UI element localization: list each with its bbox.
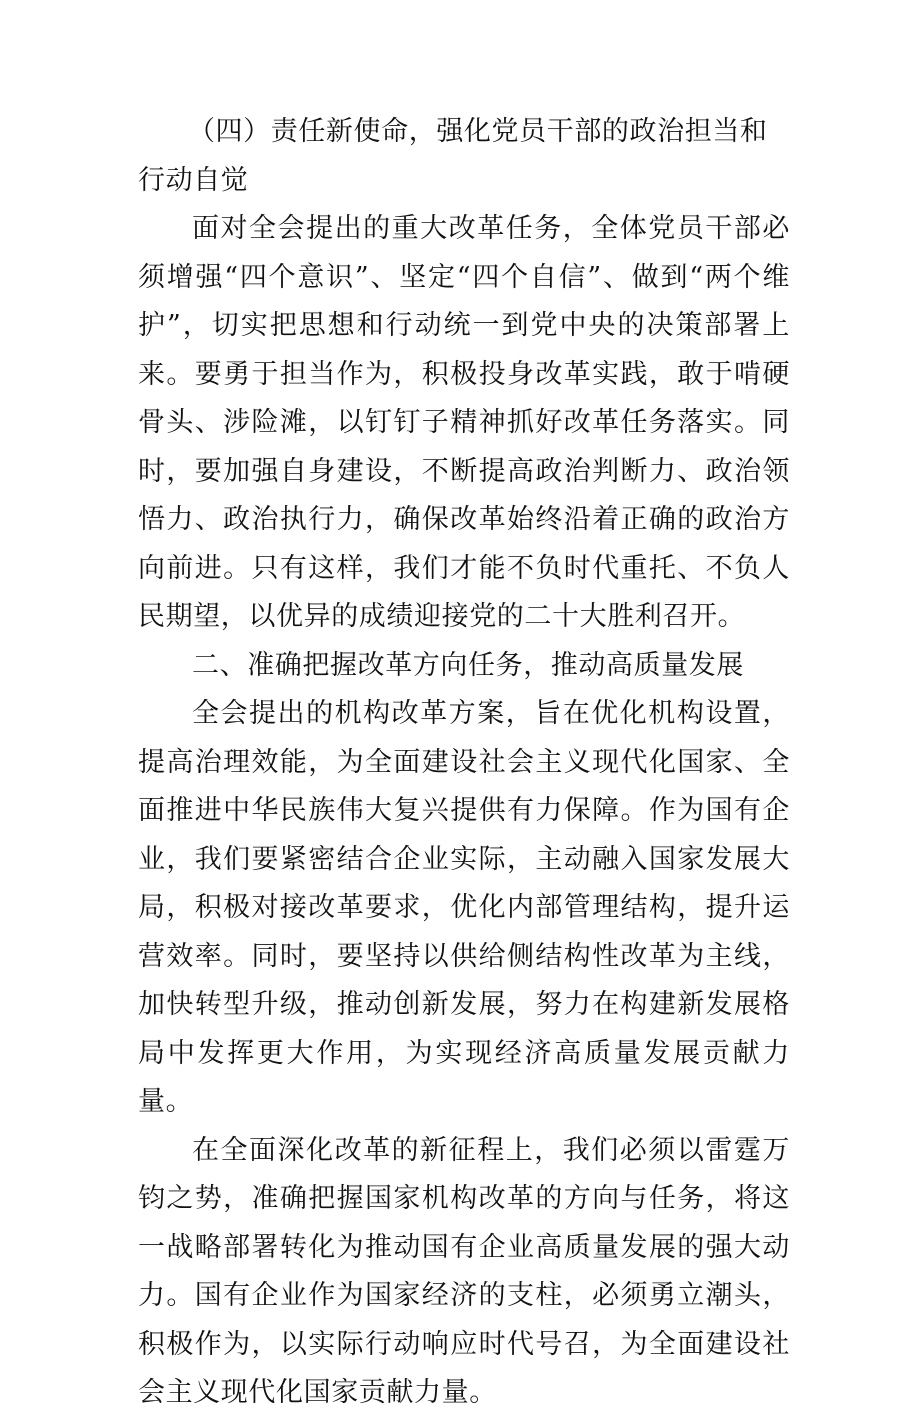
paragraph-1: 面对全会提出的重大改革任务，全体党员干部必须增强“四个意识”、坚定“四个自信”、做到“两个维护”，切实把思想和行动统一到党中央的决策部署上来。要勇于担当作为，积极投身改革实践，敢于啃硬骨头、涉险滩，以钉钉子精神抓好改革任务落实。同时，要加强自身建设，不断提高政治判断力、政治领悟力、政治执行力，确保改革始终沿着正确的政治方向前进。只有这样，我们才能不负时代重托、不负人民期望，以优异的成绩迎接党的二十大胜利召开。 bbox=[138, 213, 790, 632]
paragraph-2: 全会提出的机构改革方案，旨在优化机构设置，提高治理效能，为全面建设社会主义现代化国家、全面推进中华民族伟大复兴提供有力保障。作为国有企业，我们要紧密结合企业实际，主动融入国家发展大局，积极对接改革要求，优化内部管理结构，提升运营效率。同时，要坚持以供给侧结构性改革为主线，加快转型升级，推动创新发展，努力在构建新发展格局中发挥更大作用，为实现经济高质量发展贡献力量。 bbox=[138, 698, 790, 1117]
document-body bbox=[138, 108, 790, 1418]
section-heading-2: 二、准确把握改革方向任务，推动高质量发展 bbox=[192, 649, 744, 681]
section-heading-4: （四）责任新使命，强化党员干部的政治担当和行动自觉 bbox=[138, 116, 768, 196]
paragraph-3: 在全面深化改革的新征程上，我们必须以雷霆万钧之势，准确把握国家机构改革的方向与任务，将这一战略部署转化为推动国有企业高质量发展的强大动力。国有企业作为国家经济的支柱，必须勇立潮头，积极作为，以实际行动响应时代号召，为全面建设社会主义现代化国家贡献力量。 bbox=[138, 1134, 790, 1408]
